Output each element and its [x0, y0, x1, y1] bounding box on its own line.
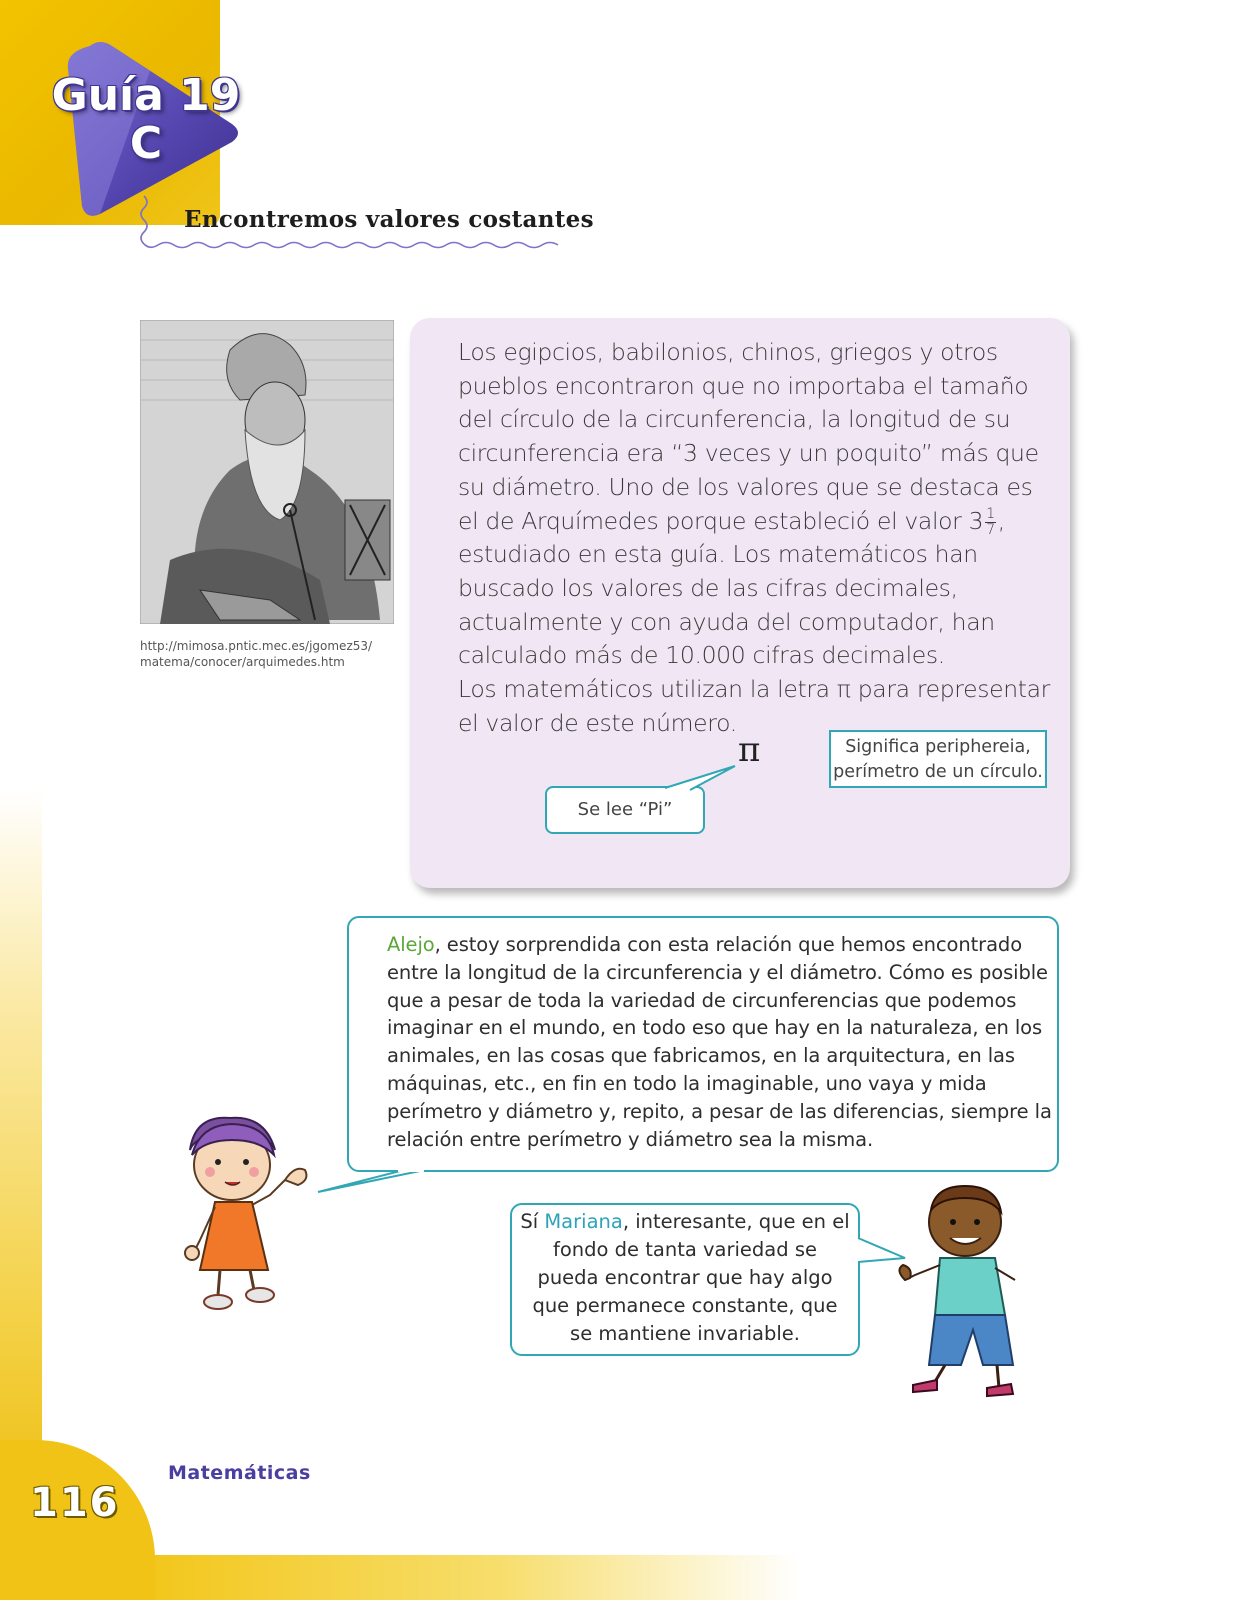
left-gradient-strip	[0, 790, 42, 1480]
boy-speech-prefix: Sí	[520, 1210, 545, 1233]
caption-line: http://mimosa.pntic.mec.es/jgomez53/	[140, 639, 373, 653]
boy-speech: , interesante, que en el fondo de tanta variedad se pueda encontrar que hay algo que permanece constante, que se mantiene invariable.	[532, 1210, 850, 1345]
periphereia-note	[829, 730, 1047, 788]
boy-character-icon	[895, 1180, 1045, 1410]
speaker-name-alejo: Alejo	[387, 933, 435, 956]
caption-line: matema/conocer/arquimedes.htm	[140, 655, 345, 669]
girl-character-icon	[170, 1110, 330, 1320]
fraction-numerator: 1	[986, 505, 995, 522]
bottom-gradient-strip	[140, 1555, 800, 1600]
subject-label: Matemáticas	[168, 1462, 311, 1484]
info-paragraph: Los egipcios, babilonios, chinos, griegos y otros pueblos encontraron que no importaba el tamaño del círculo de la circunferencia, la longitud de su circunferencia era “3 veces y un poquito” más que su diámetro. Uno de los valores que se destaca es el de Arquímedes porque estableció el valor 3	[458, 338, 1039, 535]
image-caption	[140, 638, 400, 670]
info-paragraph-cont: , estudiado en esta guía. Los matemáticos han buscado los valores de las cifras decimales, actualmente y con ayuda del computador, han calculado más de 10.000 cifras decimales.	[458, 506, 1005, 670]
section-subtitle: Encontremos valores costantes	[184, 206, 594, 233]
girl-speech-text	[387, 931, 1052, 1153]
speaker-name-mariana: Mariana	[544, 1210, 623, 1233]
boy-speech-text	[520, 1208, 850, 1348]
fraction-one-seventh	[985, 507, 996, 538]
fraction-denominator: 7	[986, 521, 995, 538]
archimedes-portrait	[140, 320, 394, 624]
guide-letter: C	[129, 118, 163, 169]
pi-pronunciation-note: Se lee “Pi”	[545, 786, 705, 834]
periphereia-line: Significa periphereia,	[845, 737, 1031, 757]
girl-speech: , estoy sorprendida con esta relación que hemos encontrado entre la longitud de la circunferencia y el diámetro. Cómo es posible que a pesar de toda la variedad de circunferencias que podemos imaginar en el mundo, en todo eso que hay en la naturaleza, en los animales, en las cosas que fabricamos, en la arquitectura, en las máquinas, etc., en fin en todo la imaginable, uno vaya y mida perímetro y diámetro y, repito, a pesar de las diferencias, siempre la relación entre perímetro y diámetro sea la misma.	[387, 933, 1052, 1151]
guide-title: Guía 19	[51, 70, 241, 121]
pi-symbol: π	[738, 730, 761, 770]
page-number: 116	[30, 1480, 120, 1526]
info-text	[458, 336, 1058, 740]
periphereia-line: perímetro de un círculo.	[833, 762, 1043, 782]
pi-paragraph: Los matemáticos utilizan la letra π para representar el valor de este número.	[458, 675, 1050, 737]
